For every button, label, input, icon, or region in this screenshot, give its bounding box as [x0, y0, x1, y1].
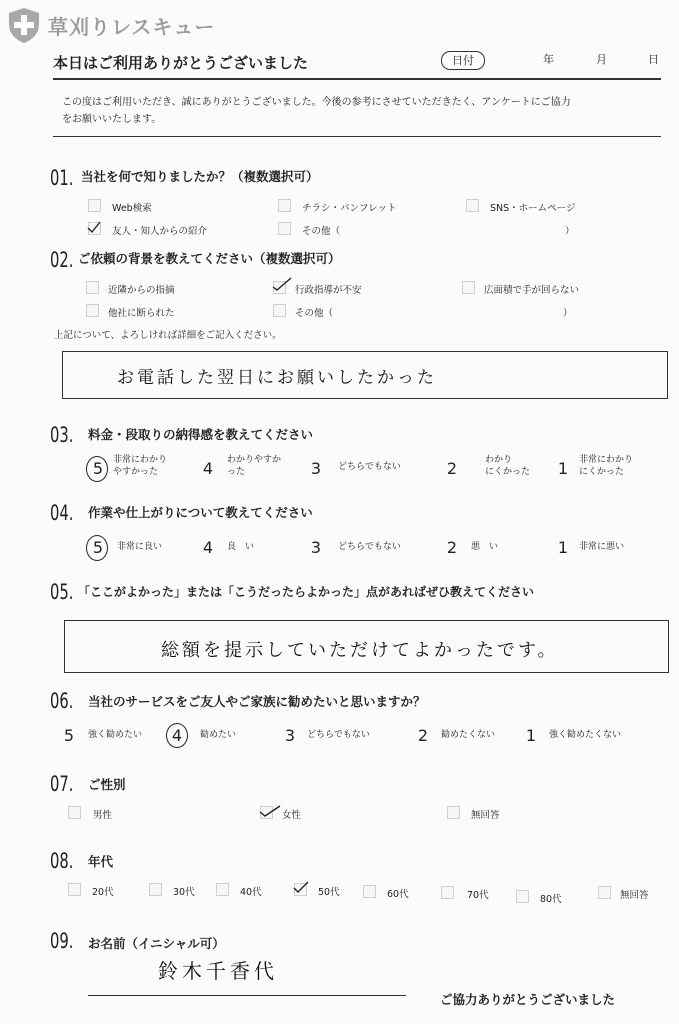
option-label: 良 い: [227, 542, 255, 552]
option-label: 40代: [240, 887, 262, 898]
shield-cross-icon: [6, 6, 42, 44]
option-label-line-1: わかり: [485, 455, 513, 465]
option-label-line-2: にくかった: [485, 467, 531, 477]
q2-detail-prompt: 上記について、よろしければ詳細をご記入ください。: [54, 330, 282, 341]
option-number: 1: [557, 459, 569, 478]
checkbox[interactable]: [447, 806, 460, 819]
option-number: 5: [92, 459, 104, 478]
q5-number: 05.: [50, 580, 74, 604]
q2-other-close: ）: [563, 308, 573, 319]
option-label: 非常に良い: [117, 542, 163, 552]
option-label: SNS・ホームページ: [490, 203, 576, 214]
option-label: その他（: [295, 308, 334, 319]
option-label-line-1: 非常にわかり: [579, 455, 634, 465]
option-label: 無回答: [620, 890, 649, 901]
checkbox[interactable]: [363, 885, 376, 898]
checkbox[interactable]: [68, 883, 81, 896]
option-label-line-1: どちらでもない: [338, 462, 401, 472]
q9-answer: 鈴木千香代: [158, 959, 278, 983]
checkbox[interactable]: [441, 886, 454, 899]
option-label: 行政指導が不安: [295, 285, 362, 296]
option-label-line-2: やすかった: [113, 467, 159, 477]
checkbox[interactable]: [216, 883, 229, 896]
q2-detail-answer: お電話した翌日にお願いしたかった: [117, 368, 437, 388]
option-label-line-2: った: [227, 467, 246, 477]
option-label: 勧めたくない: [441, 730, 496, 740]
option-label: 強く勧めたい: [88, 730, 143, 740]
q9-number: 09.: [50, 929, 74, 953]
option-number: 4: [202, 459, 214, 478]
option-label: 無回答: [471, 810, 500, 821]
option-number: 2: [446, 538, 458, 557]
option-label: どちらでもない: [307, 730, 370, 740]
q1-text: 当社を何で知りましたか？（複数選択可）: [81, 169, 319, 184]
q5-text: 「ここがよかった」または「こうだったらよかった」点があればぜひ教えてください: [78, 585, 535, 599]
header-divider: [53, 78, 661, 80]
q4-number: 04.: [50, 501, 74, 525]
option-number: 1: [557, 538, 569, 557]
option-label: 女性: [282, 810, 302, 821]
q8-number: 08.: [50, 849, 74, 873]
q3-text: 料金・段取りの納得感を教えてください: [88, 427, 314, 442]
option-label: 70代: [467, 890, 489, 901]
q2-number: 02.: [50, 248, 74, 272]
option-number: 5: [92, 538, 104, 557]
option-number: 4: [202, 538, 214, 557]
option-label: 30代: [173, 887, 195, 898]
logo-text: 草刈りレスキュー: [48, 15, 216, 39]
year-label: 年: [543, 53, 554, 66]
option-number: 3: [310, 538, 322, 557]
option-number: 3: [284, 726, 296, 745]
q5-answer: 総額を提示していただけてよかったです。: [161, 640, 559, 661]
q3-number: 03.: [50, 423, 74, 447]
checkbox[interactable]: [278, 222, 291, 235]
option-label: 80代: [540, 894, 562, 905]
option-number: 1: [525, 726, 537, 745]
option-number: 2: [446, 459, 458, 478]
q7-number: 07.: [50, 772, 74, 796]
q2-detail-box[interactable]: [62, 351, 668, 399]
option-label-line-1: わかりやすか: [227, 455, 282, 465]
option-label: 20代: [92, 887, 114, 898]
checkbox[interactable]: [68, 806, 81, 819]
option-number: 2: [417, 726, 429, 745]
option-label: 勧めたい: [200, 730, 237, 740]
q8-text: 年代: [88, 854, 114, 869]
option-number: 5: [63, 726, 75, 745]
q1-number: 01.: [50, 166, 74, 190]
checkbox[interactable]: [273, 304, 286, 317]
option-label: 悪 い: [471, 542, 499, 552]
checkmark-icon: [258, 804, 282, 818]
option-label: 広面積で手が回らない: [484, 285, 580, 296]
option-label-line-2: にくかった: [579, 467, 625, 477]
option-number: 3: [310, 459, 322, 478]
option-label: Web検索: [112, 203, 152, 214]
checkbox[interactable]: [86, 304, 99, 317]
intro-line-2: をお願いいたします。: [62, 114, 162, 125]
option-label: 60代: [387, 889, 409, 900]
logo: [6, 6, 42, 44]
name-underline: [88, 995, 406, 996]
date-label: 日付: [441, 51, 485, 70]
footer-thanks: ご協力ありがとうございました: [440, 992, 616, 1007]
checkmark-icon: [271, 277, 293, 291]
q4-text: 作業や仕上がりについて教えてください: [88, 505, 313, 520]
checkbox[interactable]: [466, 199, 479, 212]
intro-divider: [53, 136, 661, 137]
option-label: 50代: [318, 887, 340, 898]
option-label: 非常に悪い: [579, 542, 625, 552]
option-label: チラシ・パンフレット: [302, 203, 397, 214]
option-label-line-1: 非常にわかり: [113, 455, 168, 465]
q5-answer-box[interactable]: [64, 620, 669, 673]
checkbox[interactable]: [598, 886, 611, 899]
checkbox[interactable]: [149, 883, 162, 896]
option-label: 近隣からの指摘: [108, 285, 175, 296]
intro-line-1: この度はご利用いただき、誠にありがとうございました。今後の参考にさせていただきたく、アンケートにご協力: [62, 97, 571, 108]
q6-number: 06.: [50, 689, 74, 713]
checkbox[interactable]: [462, 281, 475, 294]
page-title: 本日はご利用ありがとうございました: [53, 54, 309, 72]
q1-other-close: ）: [565, 226, 575, 237]
checkbox[interactable]: [86, 281, 99, 294]
option-number: 4: [171, 726, 183, 745]
day-label: 日: [648, 53, 659, 66]
option-label: 強く勧めたくない: [549, 730, 622, 740]
checkbox[interactable]: [88, 199, 101, 212]
option-label: どちらでもない: [338, 542, 401, 552]
checkmark-icon: [292, 881, 310, 895]
q7-text: ご性別: [88, 777, 126, 792]
checkbox[interactable]: [516, 890, 529, 903]
option-label: その他（: [302, 226, 341, 237]
option-label: 他社に断られた: [108, 308, 175, 319]
q6-text: 当社のサービスをご友人やご家族に勧めたいと思いますか？: [88, 694, 426, 709]
month-label: 月: [596, 53, 607, 66]
q9-text: お名前（イニシャル可）: [88, 936, 225, 951]
q2-text: ご依頼の背景を教えてください（複数選択可）: [78, 251, 341, 266]
checkmark-icon: [86, 220, 102, 234]
checkbox[interactable]: [278, 199, 291, 212]
option-label: 男性: [93, 810, 113, 821]
option-label: 友人・知人からの紹介: [112, 226, 208, 237]
